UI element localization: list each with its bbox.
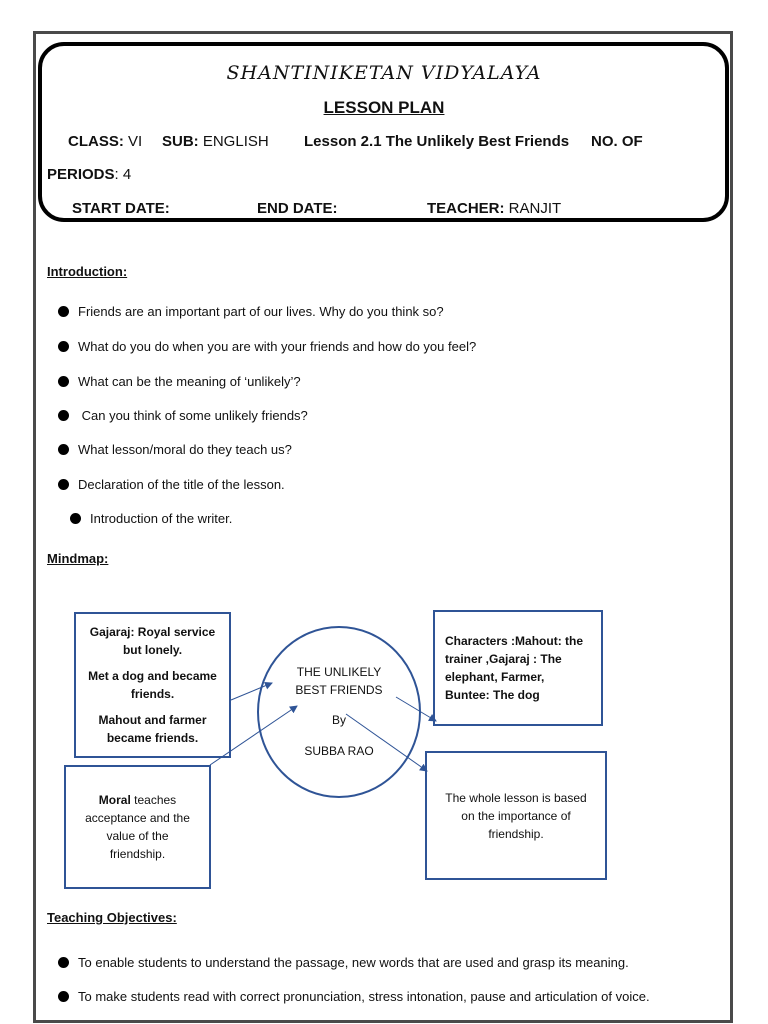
introduction-heading: Introduction: — [47, 264, 128, 279]
objectives-heading: Teaching Objectives: — [47, 910, 177, 925]
teacher-label: TEACHER: — [427, 200, 505, 217]
mindmap-heading: Mindmap: — [47, 551, 109, 566]
start-date-label: START DATE: — [72, 200, 170, 217]
page-title: LESSON PLAN — [323, 98, 445, 117]
center-circle — [258, 627, 420, 797]
lesson-theme-box: The whole lesson is based on the importance of friendship. — [425, 751, 607, 880]
list-item: What lesson/moral do they teach us? — [58, 442, 292, 457]
moral-box: Moral teaches acceptance and the value of the friendship. — [64, 765, 211, 889]
bullet-icon — [58, 991, 69, 1002]
list-item: To make students read with correct pronunciation, stress intonation, pause and articulation of voice. — [58, 989, 650, 1004]
list-item: What do you do when you are with your friends and how do you feel? — [58, 339, 476, 354]
list-item: Friends are an important part of our lives. Why do you think so? — [58, 304, 444, 319]
list-item: Can you think of some unlikely friends? — [58, 408, 308, 423]
no-of-label: NO. OF — [591, 133, 643, 150]
list-item: Declaration of the title of the lesson. — [58, 477, 285, 492]
list-item: What can be the meaning of ‘unlikely’? — [58, 374, 301, 389]
class-value: VI — [128, 133, 143, 150]
teacher-value: RANJIT — [508, 200, 562, 217]
subject-label: SUB: — [162, 133, 199, 150]
periods-label: PERIODS — [47, 166, 115, 183]
gajaraj-box: Gajaraj: Royal service but lonely. Met a dog and became friends. Mahout and farmer became friends. — [74, 612, 231, 758]
characters-box: Characters :Mahout: the trainer ,Gajaraj : The elephant, Farmer, Buntee: The dog — [433, 610, 603, 726]
lesson-title: Lesson 2.1 The Unlikely Best Friends — [304, 133, 570, 150]
class-label: CLASS: — [68, 133, 124, 150]
end-date-label: END DATE: — [257, 200, 338, 217]
list-item: Introduction of the writer. — [70, 511, 232, 526]
bullet-icon — [58, 957, 69, 968]
list-item: To enable students to understand the passage, new words that are used and grasp its meaning. — [58, 955, 629, 970]
subject-value: ENGLISH — [202, 133, 269, 150]
center-author: SUBBA RAO — [304, 744, 374, 758]
center-by: By — [331, 713, 346, 727]
center-title: THE UNLIKELY BEST FRIENDS — [295, 665, 383, 697]
school-name: SHANTINIKETAN VIDYALAYA — [226, 62, 542, 84]
periods-value: : 4 — [114, 166, 132, 183]
